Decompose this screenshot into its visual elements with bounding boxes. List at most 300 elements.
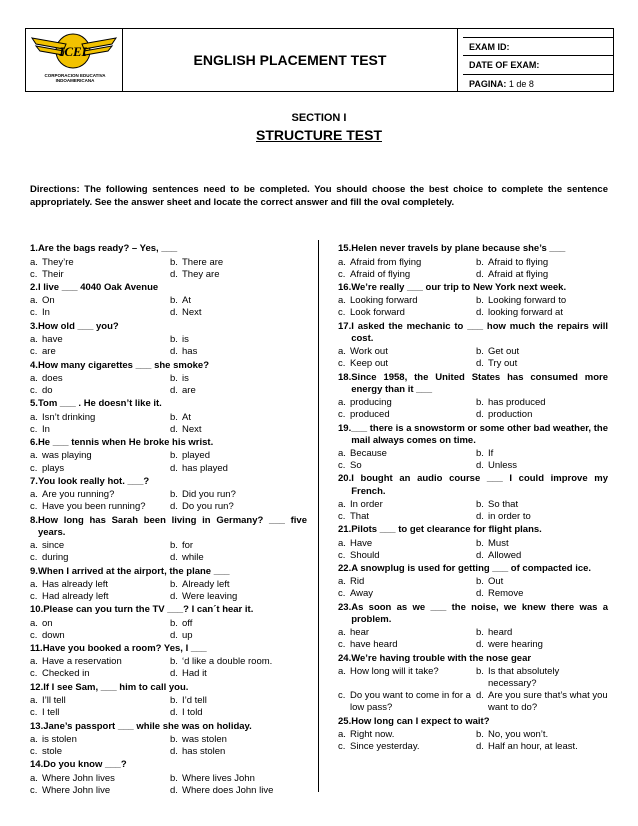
answer-option[interactable]: [338, 666, 476, 690]
option-letter: a.: [30, 450, 38, 462]
answer-options: [30, 618, 307, 642]
option-letter: a.: [30, 489, 38, 501]
answer-options: [338, 257, 608, 281]
option-letter: a.: [338, 665, 346, 677]
option-letter: c.: [30, 423, 38, 435]
option-text: How long will it take?: [350, 665, 439, 677]
answer-option[interactable]: [476, 627, 608, 639]
answer-option[interactable]: [170, 579, 307, 591]
answer-option[interactable]: [476, 588, 608, 600]
option-text: Must: [488, 537, 509, 549]
question-number: 21.: [338, 524, 352, 536]
option-letter: a.: [338, 256, 346, 268]
answer-option[interactable]: [170, 269, 307, 281]
answer-option[interactable]: [170, 540, 307, 552]
question-number: 6.: [30, 437, 38, 449]
answer-option[interactable]: [30, 489, 170, 501]
answer-options: [30, 334, 307, 358]
option-letter: b.: [476, 447, 484, 459]
option-text: Afraid from flying: [350, 256, 422, 268]
question: [338, 602, 608, 626]
option-letter: b.: [476, 576, 484, 588]
option-letter: b.: [170, 656, 178, 668]
option-letter: d.: [170, 629, 178, 641]
option-text: off: [182, 617, 193, 629]
answer-option[interactable]: [30, 295, 170, 307]
answer-option[interactable]: [338, 550, 476, 562]
answer-option[interactable]: [338, 499, 476, 511]
option-text: Half an hour, at least.: [488, 740, 578, 752]
option-letter: d.: [476, 409, 484, 421]
answer-options: [30, 412, 307, 436]
option-text: Next: [182, 307, 202, 319]
option-text: I’ll tell: [42, 695, 66, 707]
option-letter: d.: [476, 358, 484, 370]
answer-options: [338, 499, 608, 523]
option-text: producing: [350, 397, 392, 409]
option-letter: d.: [476, 639, 484, 651]
question-text: Please can you turn the TV ___? I can´t hear it.: [43, 604, 254, 616]
answer-option[interactable]: [338, 690, 476, 714]
option-text: Keep out: [350, 358, 389, 370]
answer-option[interactable]: [476, 346, 608, 358]
answer-options: [338, 666, 608, 714]
answer-option[interactable]: [476, 257, 608, 269]
answer-option[interactable]: [30, 552, 170, 564]
answer-option[interactable]: [30, 746, 170, 758]
question-number: 11.: [30, 643, 43, 655]
option-letter: d.: [476, 510, 484, 522]
option-text: were hearing: [488, 639, 543, 651]
option-letter: c.: [30, 590, 38, 602]
question-text: We’re really ___ our trip to New York next week.: [351, 282, 567, 294]
question-number: 16.: [338, 282, 352, 294]
exam-id-field[interactable]: EXAM ID:: [463, 37, 614, 56]
answer-option[interactable]: [338, 295, 476, 307]
option-text: produced: [350, 409, 390, 421]
option-text: Were leaving: [182, 590, 238, 602]
option-text: Look forward: [350, 307, 405, 319]
question-text: Jane’s passport ___ while she was on holiday.: [43, 720, 252, 732]
answer-option[interactable]: [170, 412, 307, 424]
answer-option[interactable]: [170, 773, 307, 785]
answer-option[interactable]: [170, 668, 307, 680]
answer-option[interactable]: [170, 489, 307, 501]
option-text: stole: [42, 745, 63, 757]
option-letter: b.: [476, 728, 484, 740]
answer-option[interactable]: [30, 385, 170, 397]
question-text: Do you know ___?: [43, 759, 127, 771]
answer-option[interactable]: [170, 618, 307, 630]
answer-option[interactable]: [30, 668, 170, 680]
option-letter: b.: [170, 334, 178, 346]
option-letter: a.: [30, 372, 38, 384]
option-text: If: [488, 447, 494, 459]
answer-option[interactable]: [338, 576, 476, 588]
question-number: 13.: [30, 720, 44, 732]
option-letter: b.: [170, 372, 178, 384]
question-number: 20.: [338, 473, 352, 485]
question: [30, 515, 307, 539]
answer-option[interactable]: [476, 460, 608, 472]
option-text: Afraid of flying: [350, 268, 411, 280]
answer-option[interactable]: [476, 269, 608, 281]
option-text: Where John lives: [42, 772, 115, 784]
answer-options: [30, 579, 307, 603]
answer-option[interactable]: [30, 373, 170, 385]
answer-option[interactable]: [30, 579, 170, 591]
answer-option[interactable]: [338, 639, 476, 651]
option-text: No, you won’t.: [488, 728, 549, 740]
question-text: Pilots ___ to get clearance for flight plans.: [351, 524, 542, 536]
answer-option[interactable]: [30, 424, 170, 436]
question: [338, 282, 608, 294]
answer-option[interactable]: [338, 409, 476, 421]
answer-option[interactable]: [170, 257, 307, 269]
question-text: I bought an audio course ___ I could improve my French.: [351, 473, 608, 497]
option-text: Next: [182, 423, 202, 435]
option-letter: c.: [30, 552, 38, 564]
answer-options: [338, 346, 608, 370]
answer-option[interactable]: [170, 707, 307, 719]
option-letter: b.: [476, 397, 484, 409]
answer-option[interactable]: [170, 552, 307, 564]
option-letter: a.: [338, 498, 346, 510]
questions-column-left: [30, 242, 307, 797]
answer-option[interactable]: [476, 307, 608, 319]
question-text: I asked the mechanic to ___ how much the repairs will cost.: [351, 320, 608, 344]
option-text: Afraid at flying: [488, 268, 549, 280]
option-text: Already left: [182, 578, 230, 590]
option-text: while: [182, 552, 204, 564]
question-number: 18.: [338, 371, 352, 383]
answer-option[interactable]: [30, 540, 170, 552]
option-text: Have a reservation: [42, 656, 122, 668]
answer-option[interactable]: [476, 397, 608, 409]
answer-option[interactable]: [30, 269, 170, 281]
answer-option[interactable]: [170, 746, 307, 758]
question-number: 22.: [338, 563, 352, 575]
option-text: Looking forward: [350, 295, 418, 307]
option-letter: a.: [30, 256, 38, 268]
question-text: You look really hot. ___?: [37, 475, 150, 487]
option-text: was stolen: [182, 733, 227, 745]
answer-option[interactable]: [30, 463, 170, 475]
answer-option[interactable]: [338, 729, 476, 741]
question-text: How long has Sarah been living in Germany? ___ five years.: [37, 514, 307, 538]
option-letter: d.: [170, 707, 178, 719]
option-letter: c.: [30, 346, 38, 358]
answer-option[interactable]: [30, 785, 170, 797]
option-letter: a.: [30, 733, 38, 745]
answer-option[interactable]: [170, 334, 307, 346]
option-text: They’re: [42, 256, 74, 268]
answer-option[interactable]: [338, 588, 476, 600]
answer-option[interactable]: [30, 773, 170, 785]
svg-text:ICEI: ICEI: [59, 44, 87, 59]
option-text: They are: [182, 268, 220, 280]
answer-option[interactable]: [170, 346, 307, 358]
question: [338, 243, 608, 255]
answer-option[interactable]: [338, 358, 476, 370]
answer-option[interactable]: [170, 591, 307, 603]
answer-option[interactable]: [30, 257, 170, 269]
option-letter: c.: [338, 588, 346, 600]
answer-option[interactable]: [338, 346, 476, 358]
answer-options: [338, 729, 608, 753]
option-letter: c.: [30, 307, 38, 319]
option-letter: b.: [476, 498, 484, 510]
option-letter: b.: [170, 450, 178, 462]
option-letter: a.: [30, 578, 38, 590]
wings-logo-icon: [26, 29, 122, 73]
option-text: Had already left: [42, 590, 109, 602]
answer-option[interactable]: [170, 373, 307, 385]
answer-option[interactable]: [476, 690, 608, 714]
answer-option[interactable]: [338, 460, 476, 472]
question-text: Have you booked a room? Yes, I ___: [42, 643, 207, 655]
option-text: has produced: [488, 397, 546, 409]
answer-option[interactable]: [30, 412, 170, 424]
option-text: Work out: [350, 346, 388, 358]
option-text: production: [488, 409, 533, 421]
answer-options: [30, 489, 307, 513]
question-number: 23.: [338, 601, 352, 613]
option-text: for: [182, 540, 194, 552]
question: [338, 473, 608, 497]
answer-option[interactable]: [170, 295, 307, 307]
answer-option[interactable]: [476, 550, 608, 562]
answer-option[interactable]: [338, 511, 476, 523]
answer-option[interactable]: [30, 450, 170, 462]
answer-option[interactable]: [170, 630, 307, 642]
answer-option[interactable]: [30, 591, 170, 603]
answer-option[interactable]: [338, 269, 476, 281]
answer-option[interactable]: [30, 618, 170, 630]
question-number: 14.: [30, 759, 44, 771]
answer-option[interactable]: [338, 397, 476, 409]
question-text: Since 1958, the United States has consumed more energy than it ___: [351, 371, 608, 395]
answer-option[interactable]: [170, 385, 307, 397]
option-text: In order: [350, 498, 383, 510]
answer-option[interactable]: [30, 307, 170, 319]
answer-option[interactable]: [30, 501, 170, 513]
option-text: heard: [488, 627, 513, 639]
answer-option[interactable]: [476, 358, 608, 370]
option-letter: a.: [338, 576, 346, 588]
option-text: Right now.: [350, 728, 395, 740]
option-letter: b.: [476, 346, 484, 358]
answer-options: [30, 695, 307, 719]
answer-option[interactable]: [338, 538, 476, 550]
answer-option[interactable]: [476, 741, 608, 753]
option-letter: b.: [170, 540, 178, 552]
answer-option[interactable]: [30, 707, 170, 719]
option-letter: c.: [30, 462, 38, 474]
question: [30, 243, 307, 255]
answer-option[interactable]: [476, 499, 608, 511]
answer-option[interactable]: [170, 501, 307, 513]
answer-option[interactable]: [30, 695, 170, 707]
option-letter: a.: [338, 295, 346, 307]
answer-option[interactable]: [338, 741, 476, 753]
question-text: If I see Sam, ___ him to call you.: [43, 681, 189, 693]
option-letter: b.: [476, 295, 484, 307]
answer-option[interactable]: [170, 695, 307, 707]
question: [338, 372, 608, 396]
option-letter: d.: [476, 588, 484, 600]
question-number: 10.: [30, 604, 44, 616]
question: [338, 563, 608, 575]
option-letter: c.: [338, 690, 346, 702]
option-text: does: [42, 372, 63, 384]
answer-option[interactable]: [170, 785, 307, 797]
option-text: Unless: [488, 460, 518, 472]
answer-options: [30, 734, 307, 758]
answer-options: [338, 576, 608, 600]
question-number: 7.: [30, 475, 38, 487]
answer-option[interactable]: [476, 538, 608, 550]
option-letter: a.: [30, 334, 38, 346]
answer-option[interactable]: [30, 656, 170, 668]
option-letter: c.: [30, 629, 38, 641]
answer-option[interactable]: [30, 630, 170, 642]
option-letter: d.: [170, 784, 178, 796]
question-text: How old ___ you?: [37, 320, 119, 332]
option-text: Where John live: [42, 784, 111, 796]
option-letter: c.: [338, 740, 346, 752]
option-letter: a.: [30, 617, 38, 629]
question-text: How many cigarettes ___ she smoke?: [37, 359, 210, 371]
option-text: In: [42, 423, 50, 435]
question-text: As soon as we ___ the noise, we knew there was a problem.: [351, 601, 608, 625]
answer-option[interactable]: [30, 734, 170, 746]
answer-option[interactable]: [30, 334, 170, 346]
question-number: 1.: [30, 243, 38, 255]
answer-option[interactable]: [170, 463, 307, 475]
question: [30, 643, 307, 655]
answer-option[interactable]: [170, 307, 307, 319]
option-letter: a.: [30, 411, 38, 423]
answer-option[interactable]: [476, 409, 608, 421]
question-number: 9.: [30, 565, 38, 577]
answer-option[interactable]: [170, 450, 307, 462]
option-text: has: [182, 346, 198, 358]
question-text: Are the bags ready? – Yes, ___: [37, 243, 178, 255]
option-letter: b.: [476, 256, 484, 268]
question-text: ___ there is a snowstorm or some other bad weather, the mail always comes on time.: [351, 422, 608, 446]
answer-option[interactable]: [338, 257, 476, 269]
option-letter: d.: [476, 460, 484, 472]
option-text: is: [182, 334, 189, 346]
option-letter: b.: [476, 665, 484, 677]
option-letter: b.: [476, 537, 484, 549]
answer-option[interactable]: [476, 511, 608, 523]
option-text: Get out: [488, 346, 520, 358]
option-text: There are: [182, 256, 224, 268]
option-letter: a.: [30, 695, 38, 707]
option-letter: d.: [170, 745, 178, 757]
option-text: On: [42, 295, 55, 307]
question: [30, 566, 307, 578]
option-letter: c.: [338, 307, 346, 319]
option-text: ‘d like a double room.: [182, 656, 273, 668]
option-letter: d.: [170, 590, 178, 602]
question: [30, 759, 307, 771]
answer-option[interactable]: [338, 627, 476, 639]
answer-option[interactable]: [476, 448, 608, 460]
question-text: How long can I expect to wait?: [351, 715, 490, 727]
option-text: Where does John live: [182, 784, 274, 796]
question: [338, 423, 608, 447]
option-letter: b.: [170, 733, 178, 745]
option-text: Away: [350, 588, 374, 600]
answer-option[interactable]: [30, 346, 170, 358]
option-letter: b.: [170, 256, 178, 268]
answer-option[interactable]: [338, 448, 476, 460]
answer-option[interactable]: [476, 295, 608, 307]
section-title: STRUCTURE TEST: [256, 127, 382, 143]
option-text: Have you been running?: [42, 501, 146, 513]
option-text: Looking forward to: [488, 295, 567, 307]
answer-option[interactable]: [338, 307, 476, 319]
option-letter: a.: [30, 656, 38, 668]
answer-option[interactable]: [476, 639, 608, 651]
option-text: I tell: [42, 707, 60, 719]
question-text: A snowplug is used for getting ___ of compacted ice.: [351, 563, 592, 575]
option-letter: d.: [170, 501, 178, 513]
option-text: Remove: [488, 588, 524, 600]
option-text: Should: [350, 549, 380, 561]
answer-option[interactable]: [476, 576, 608, 588]
institution-logo: [26, 29, 123, 91]
option-letter: d.: [476, 549, 484, 561]
question: [30, 360, 307, 372]
option-text: has played: [182, 462, 228, 474]
answer-option[interactable]: [476, 666, 608, 690]
answer-options: [30, 540, 307, 564]
date-of-exam-field[interactable]: DATE OF EXAM:: [463, 56, 614, 75]
page-indicator: PAGINA: 1 de 8: [469, 79, 534, 89]
option-text: have: [42, 334, 63, 346]
option-text: during: [42, 552, 69, 564]
option-text: So: [350, 460, 362, 472]
option-text: since: [42, 540, 65, 552]
answer-option[interactable]: [476, 729, 608, 741]
option-letter: a.: [338, 397, 346, 409]
option-text: That: [350, 510, 370, 522]
question-number: 17.: [338, 320, 352, 332]
question: [338, 524, 608, 536]
answer-option[interactable]: [170, 424, 307, 436]
option-text: At: [182, 295, 191, 307]
option-text: Since yesterday.: [350, 740, 420, 752]
question: [30, 604, 307, 616]
option-text: Had it: [182, 668, 207, 680]
answer-option[interactable]: [170, 734, 307, 746]
option-letter: d.: [170, 384, 178, 396]
question: [30, 282, 307, 294]
option-text: Is that absolutely necessary?: [488, 665, 560, 690]
question-number: 5.: [30, 398, 38, 410]
option-text: Have: [350, 537, 373, 549]
question-text: Tom ___ . He doesn’t like it.: [37, 398, 162, 410]
option-letter: b.: [170, 695, 178, 707]
question-number: 19.: [338, 422, 352, 434]
answer-option[interactable]: [170, 656, 307, 668]
option-letter: c.: [30, 668, 38, 680]
question: [30, 682, 307, 694]
